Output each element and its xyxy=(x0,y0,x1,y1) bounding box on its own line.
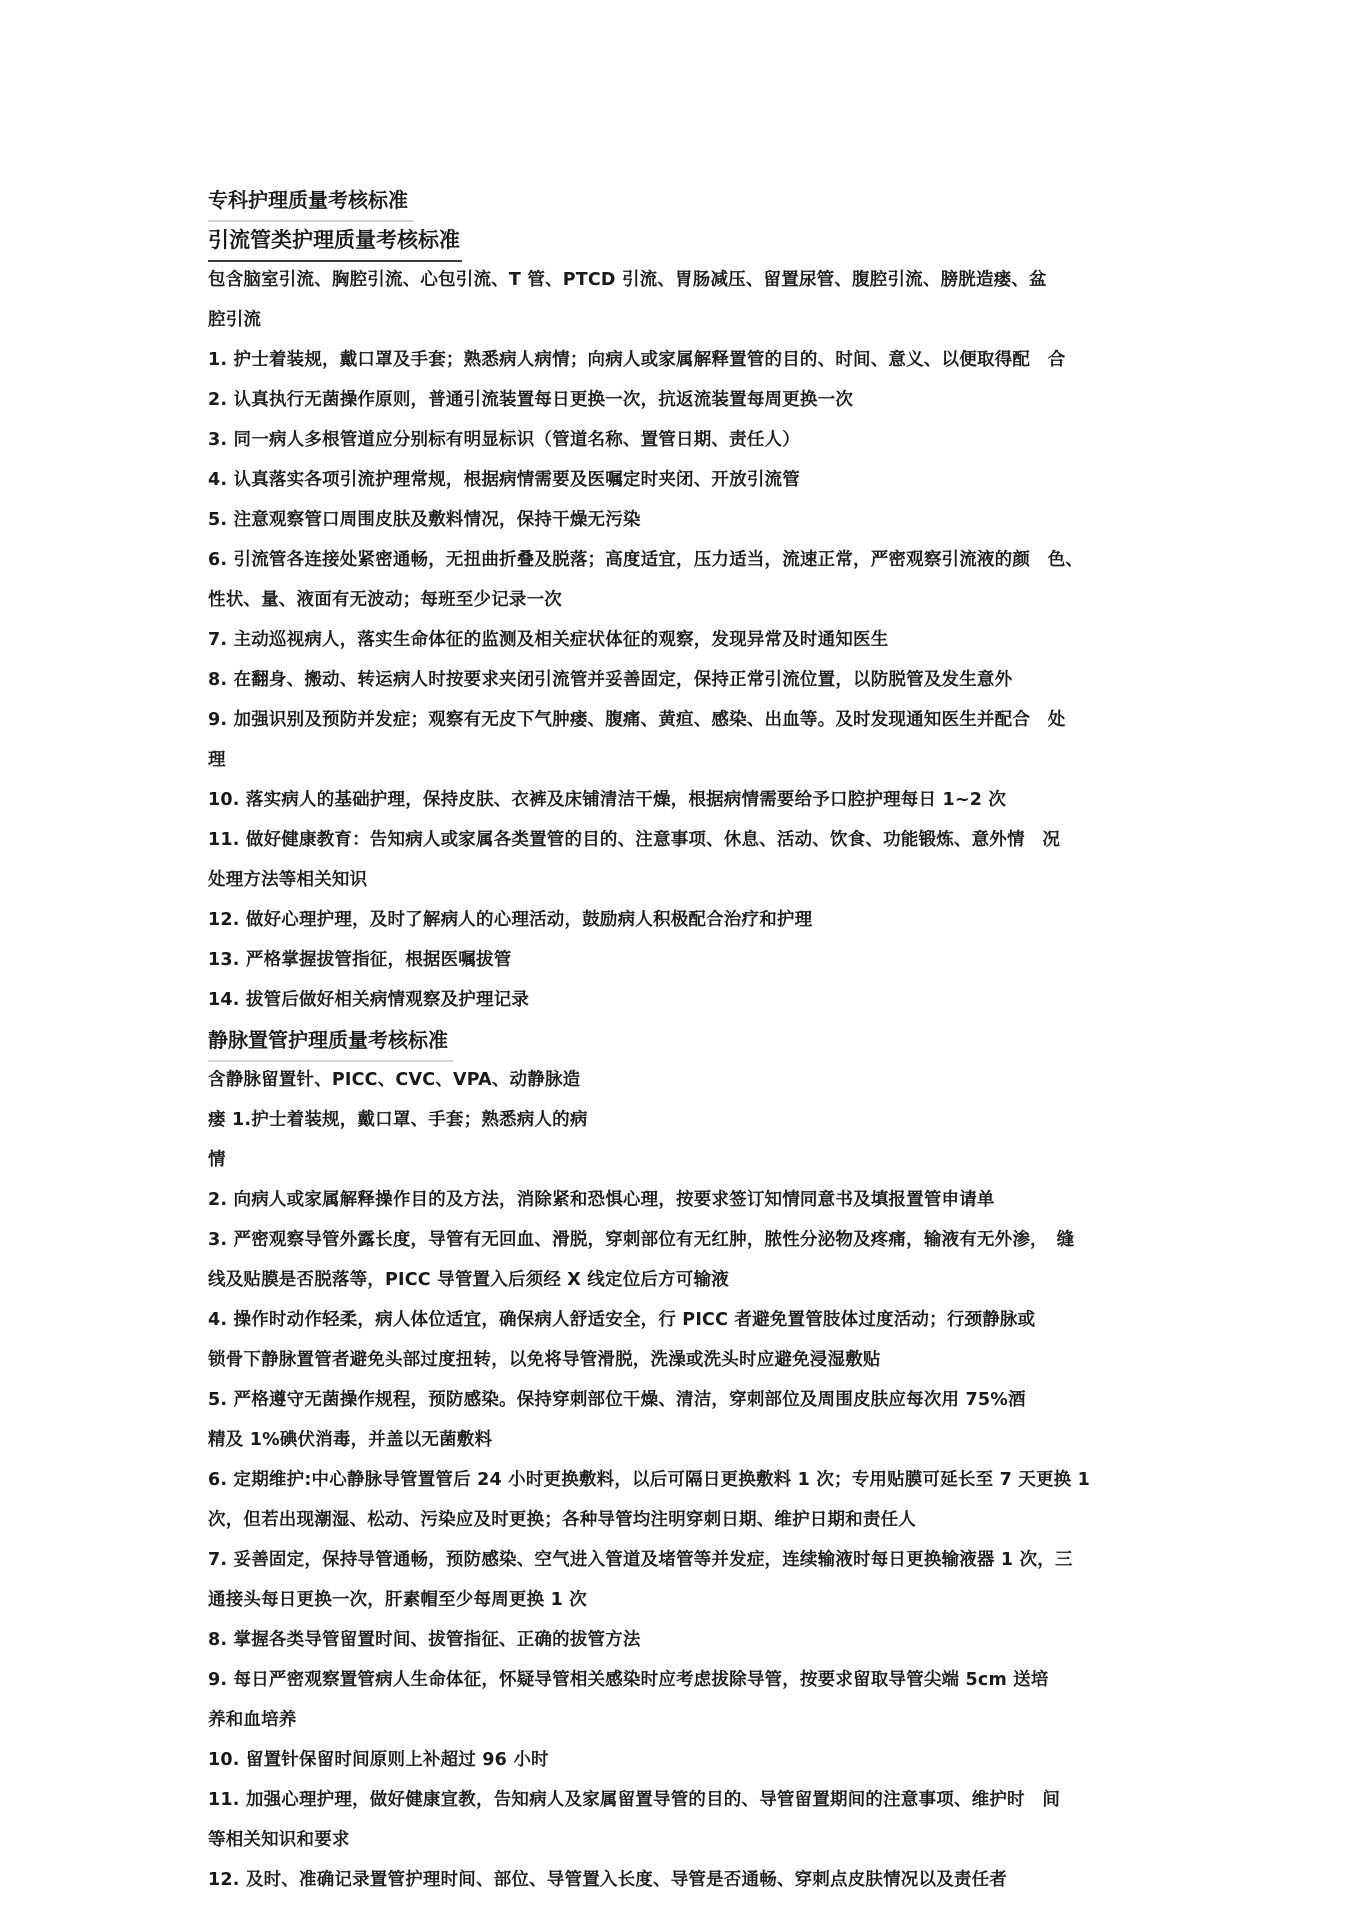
text-line: 等相关知识和要求 xyxy=(208,1830,350,1850)
text-line: 2. 向病人或家属解释操作目的及方法，消除紧和恐惧心理，按要求签订知情同意书及填报置管申请单 xyxy=(208,1190,995,1210)
text-line: 腔引流 xyxy=(208,310,262,330)
text-line: 3. 同一病人多根管道应分别标有明显标识（管道名称、置管日期、责任人） xyxy=(208,430,800,450)
text-line: 含静脉留置针、PICC、CVC、VPA、动静脉造 xyxy=(208,1070,581,1090)
text-line: 12. 及时、准确记录置管护理时间、部位、导管置入长度、导管是否通畅、穿刺点皮肤情况以及责任者 xyxy=(208,1870,1007,1890)
text-line: 1. 护士着装规，戴口罩及手套；熟悉病人病情；向病人或家属解释置管的目的、时间、意义、以便取得配 合 xyxy=(208,350,1066,370)
text-line: 7. 主动巡视病人，落实生命体征的监测及相关症状体征的观察，发现异常及时通知医生 xyxy=(208,630,889,650)
text-line: 10. 落实病人的基础护理，保持皮肤、衣裤及床铺清洁干燥，根据病情需要给予口腔护理每日 1~2 次 xyxy=(208,790,1007,810)
text-line: 13. 严格掌握拔管指征，根据医嘱拔管 xyxy=(208,950,512,970)
text-line: 性状、量、液面有无波动；每班至少记录一次 xyxy=(208,590,562,610)
section2-heading: 静脉置管护理质量考核标准 xyxy=(208,1020,454,1062)
text-line: 次，但若出现潮湿、松动、污染应及时更换；各种导管均注明穿刺日期、维护日期和责任人 xyxy=(208,1510,916,1530)
text-line: 情 xyxy=(208,1150,226,1170)
text-line: 11. 加强心理护理，做好健康宣教，告知病人及家属留置导管的目的、导管留置期间的注意事项、维护时 间 xyxy=(208,1790,1061,1810)
text-line: 14. 拔管后做好相关病情观察及护理记录 xyxy=(208,990,530,1010)
text-line: 9. 加强识别及预防并发症；观察有无皮下气肿瘘、腹痛、黄疸、感染、出血等。及时发现通知医生并配合 处 xyxy=(208,710,1066,730)
section1-body xyxy=(208,260,1178,1020)
text-line: 5. 严格遵守无菌操作规程，预防感染。保持穿刺部位干燥、清洁，穿刺部位及周围皮肤应每次用 75%酒 xyxy=(208,1390,1026,1410)
section2-heading-row xyxy=(208,1020,1178,1060)
text-line: 养和血培养 xyxy=(208,1710,297,1730)
section1-heading-row xyxy=(208,220,1178,260)
text-line: 通接头每日更换一次，肝素帽至少每周更换 1 次 xyxy=(208,1590,587,1610)
text-line: 9. 每日严密观察置管病人生命体征，怀疑导管相关感染时应考虑拔除导管，按要求留取导管尖端 5cm 送培 xyxy=(208,1670,1049,1690)
section1-heading: 引流管类护理质量考核标准 xyxy=(208,220,462,262)
text-line: 7. 妥善固定，保持导管通畅，预防感染、空气进入管道及堵管等并发症，连续输液时每日更换输液器 1 次，三 xyxy=(208,1550,1073,1570)
document-page xyxy=(208,180,1178,1900)
text-line: 处理方法等相关知识 xyxy=(208,870,368,890)
text-line: 2. 认真执行无菌操作原则，普通引流装置每日更换一次，抗返流装置每周更换一次 xyxy=(208,390,854,410)
text-line: 理 xyxy=(208,750,226,770)
text-line: 瘘 1.护士着装规，戴口罩、手套；熟悉病人的病 xyxy=(208,1110,588,1130)
text-line: 精及 1%碘伏消毒，并盖以无菌敷料 xyxy=(208,1430,493,1450)
doc-title-row xyxy=(208,180,1178,220)
text-line: 12. 做好心理护理，及时了解病人的心理活动，鼓励病人积极配合治疗和护理 xyxy=(208,910,813,930)
doc-title: 专科护理质量考核标准 xyxy=(208,180,414,222)
text-line: 3. 严密观察导管外露长度，导管有无回血、滑脱，穿刺部位有无红肿，脓性分泌物及疼痛，输液有无外渗， 缝 xyxy=(208,1230,1075,1250)
text-line: 10. 留置针保留时间原则上补超过 96 小时 xyxy=(208,1750,549,1770)
text-line: 线及贴膜是否脱落等，PICC 导管置入后须经 X 线定位后方可输液 xyxy=(208,1270,729,1290)
text-line: 4. 操作时动作轻柔，病人体位适宜，确保病人舒适安全，行 PICC 者避免置管肢体过度活动；行颈静脉或 xyxy=(208,1310,1036,1330)
text-line: 4. 认真落实各项引流护理常规，根据病情需要及医嘱定时夹闭、开放引流管 xyxy=(208,470,800,490)
text-line: 锁骨下静脉置管者避免头部过度扭转，以免将导管滑脱，洗澡或洗头时应避免浸湿敷贴 xyxy=(208,1350,881,1370)
text-line: 5. 注意观察管口周围皮肤及敷料情况，保持干燥无污染 xyxy=(208,510,641,530)
text-line: 8. 在翻身、搬动、转运病人时按要求夹闭引流管并妥善固定，保持正常引流位置，以防脱管及发生意外 xyxy=(208,670,1013,690)
text-line: 8. 掌握各类导管留置时间、拔管指征、正确的拔管方法 xyxy=(208,1630,641,1650)
text-line: 6. 引流管各连接处紧密通畅，无扭曲折叠及脱落；高度适宜，压力适当，流速正常，严密观察引流液的颜 色、 xyxy=(208,550,1084,570)
section2-body xyxy=(208,1060,1178,1900)
text-line: 6. 定期维护:中心静脉导管置管后 24 小时更换敷料，以后可隔日更换敷料 1 次；专用贴膜可延长至 7 天更换 1 xyxy=(208,1470,1091,1490)
text-line: 11. 做好健康教育：告知病人或家属各类置管的目的、注意事项、休息、活动、饮食、功能锻炼、意外情 况 xyxy=(208,830,1061,850)
text-line: 包含脑室引流、胸腔引流、心包引流、T 管、PTCD 引流、胃肠减压、留置尿管、腹腔引流、膀胱造瘘、盆 xyxy=(208,270,1047,290)
